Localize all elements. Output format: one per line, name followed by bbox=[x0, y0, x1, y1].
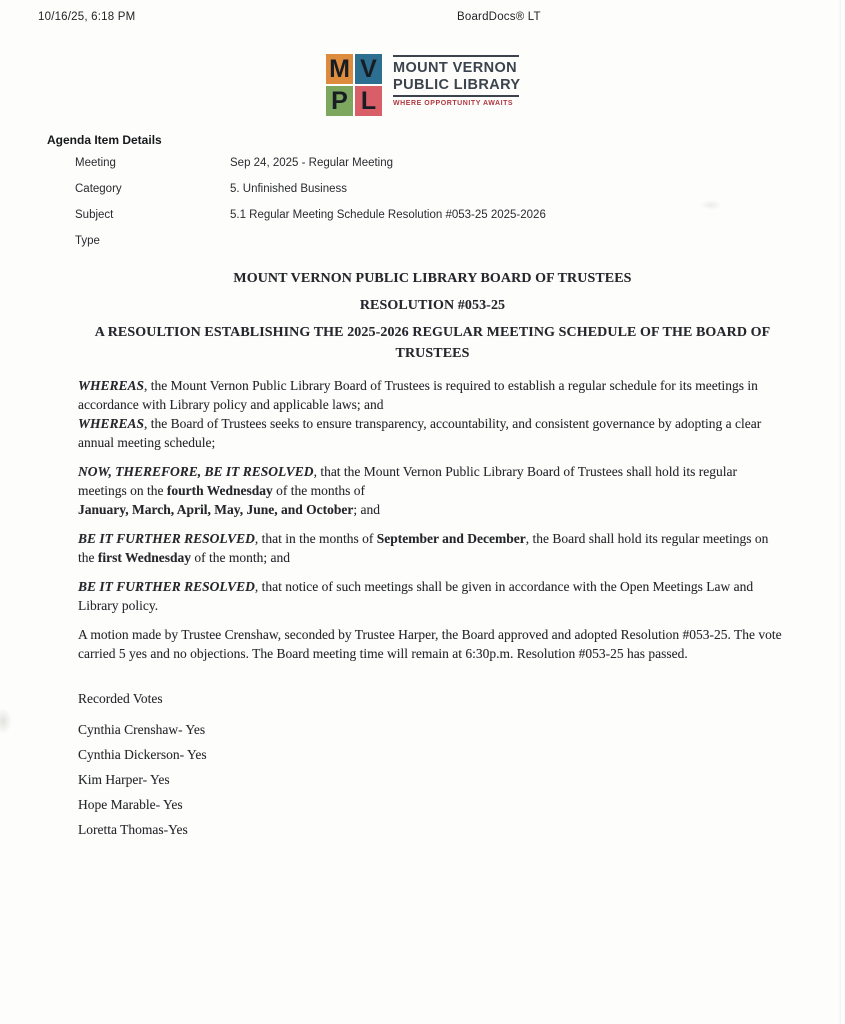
text-run: , the Mount Vernon Public Library Board of Trustees is required to establish a regular schedule for its meetings in accordance with Library policy and applicable laws; and bbox=[78, 378, 758, 412]
agenda-item-details bbox=[47, 133, 845, 248]
logo-tile-grid bbox=[326, 54, 382, 116]
resolution-title-line: A RESOULTION ESTABLISHING THE 2025-2026 REGULAR MEETING SCHEDULE OF THE BOARD OF TRUSTEES bbox=[94, 325, 771, 361]
scan-artifact bbox=[0, 708, 12, 734]
print-timestamp: 10/16/25, 6:18 PM bbox=[38, 11, 136, 23]
text-run: fourth Wednesday bbox=[166, 483, 273, 498]
text-run: BE IT FURTHER RESOLVED bbox=[78, 579, 255, 594]
logo-name-line2: PUBLIC LIBRARY bbox=[393, 76, 521, 93]
vote-entry: Cynthia Crenshaw- Yes bbox=[78, 722, 206, 737]
agenda-value: Sep 24, 2025 - Regular Meeting bbox=[230, 157, 394, 169]
text-run: , the Board of Trustees seeks to ensure transparency, accountability, and consistent governance by adopting a clear annual meeting schedule; bbox=[78, 416, 762, 450]
logo-name-line1: MOUNT VERNON bbox=[393, 60, 518, 76]
logo-tagline: WHERE OPPORTUNITY AWAITS bbox=[393, 100, 514, 107]
text-run: September and December bbox=[376, 531, 526, 546]
text-run: NOW, THEREFORE, BE IT RESOLVED bbox=[78, 464, 314, 479]
agenda-heading: Agenda Item Details bbox=[47, 133, 162, 147]
resolution-title-line: RESOLUTION #053-25 bbox=[359, 298, 506, 313]
resolution-paragraph bbox=[78, 462, 787, 519]
text-run: WHEREAS bbox=[78, 416, 145, 431]
library-logo-inner bbox=[326, 54, 519, 116]
text-run: January, March, April, May, June, and October bbox=[78, 502, 354, 517]
print-app-title: BoardDocs® LT bbox=[457, 11, 541, 23]
recorded-votes-section bbox=[78, 689, 787, 839]
vote-entry: Hope Marable- Yes bbox=[78, 797, 183, 812]
resolution-paragraph bbox=[78, 625, 787, 663]
logo-text-block bbox=[393, 54, 519, 107]
vote-entry: Cynthia Dickerson- Yes bbox=[78, 747, 207, 762]
text-run: , that in the months of bbox=[254, 531, 377, 546]
text-run: , the Board shall hold its regular meetings on the bbox=[78, 531, 769, 565]
vote-list bbox=[78, 720, 787, 839]
text-run: , that the Mount Vernon Public Library Board of Trustees shall hold its regular meetings on the bbox=[78, 464, 738, 498]
text-run: A motion made by Trustee Crenshaw, seconded by Trustee Harper, the Board approved and adopted Resolution #053-25. The vote carried 5 yes and no objections. The Board meeting time will remain at 6:30p.m. Resolution #053-25 has passed. bbox=[78, 627, 782, 661]
agenda-row-type bbox=[47, 234, 845, 248]
text-run: ; and bbox=[353, 502, 381, 517]
print-header bbox=[0, 11, 845, 27]
resolution-title-block bbox=[78, 268, 787, 364]
vote-entry: Kim Harper- Yes bbox=[78, 772, 170, 787]
agenda-row-subject bbox=[47, 208, 845, 222]
agenda-label: Category bbox=[75, 183, 122, 195]
text-run: , that notice of such meetings shall be given in accordance with the Open Meetings Law and Library policy. bbox=[78, 579, 754, 613]
recorded-votes-heading: Recorded Votes bbox=[78, 691, 163, 706]
resolution-paragraph bbox=[78, 577, 787, 615]
agenda-label: Meeting bbox=[75, 157, 116, 169]
resolution-paragraph bbox=[78, 376, 787, 452]
agenda-rows bbox=[47, 156, 845, 248]
logo-tile-p: P bbox=[326, 86, 353, 116]
resolution-document bbox=[78, 268, 787, 839]
agenda-row-meeting bbox=[47, 156, 845, 170]
vote-entry: Loretta Thomas-Yes bbox=[78, 822, 188, 837]
agenda-value: 5.1 Regular Meeting Schedule Resolution #053-25 2025-2026 bbox=[230, 209, 546, 221]
agenda-label: Subject bbox=[75, 209, 114, 221]
agenda-label: Type bbox=[75, 235, 100, 247]
text-run: first Wednesday bbox=[97, 550, 192, 565]
resolution-paragraph bbox=[78, 529, 787, 567]
logo-rule-bottom bbox=[393, 95, 519, 97]
logo-tile-l: L bbox=[355, 86, 382, 116]
resolution-title-line: MOUNT VERNON PUBLIC LIBRARY BOARD OF TRUSTEES bbox=[233, 271, 632, 286]
text-run: WHEREAS bbox=[78, 378, 145, 393]
logo-tile-v: V bbox=[355, 54, 382, 84]
logo-tile-m: M bbox=[326, 54, 353, 84]
agenda-value: 5. Unfinished Business bbox=[230, 183, 347, 195]
text-run: of the month; and bbox=[191, 550, 290, 565]
logo-rule-top bbox=[393, 55, 519, 57]
agenda-row-category bbox=[47, 182, 845, 196]
resolution-paragraphs bbox=[78, 376, 787, 663]
text-run: of the months of bbox=[272, 483, 366, 498]
text-run: BE IT FURTHER RESOLVED bbox=[78, 531, 255, 546]
